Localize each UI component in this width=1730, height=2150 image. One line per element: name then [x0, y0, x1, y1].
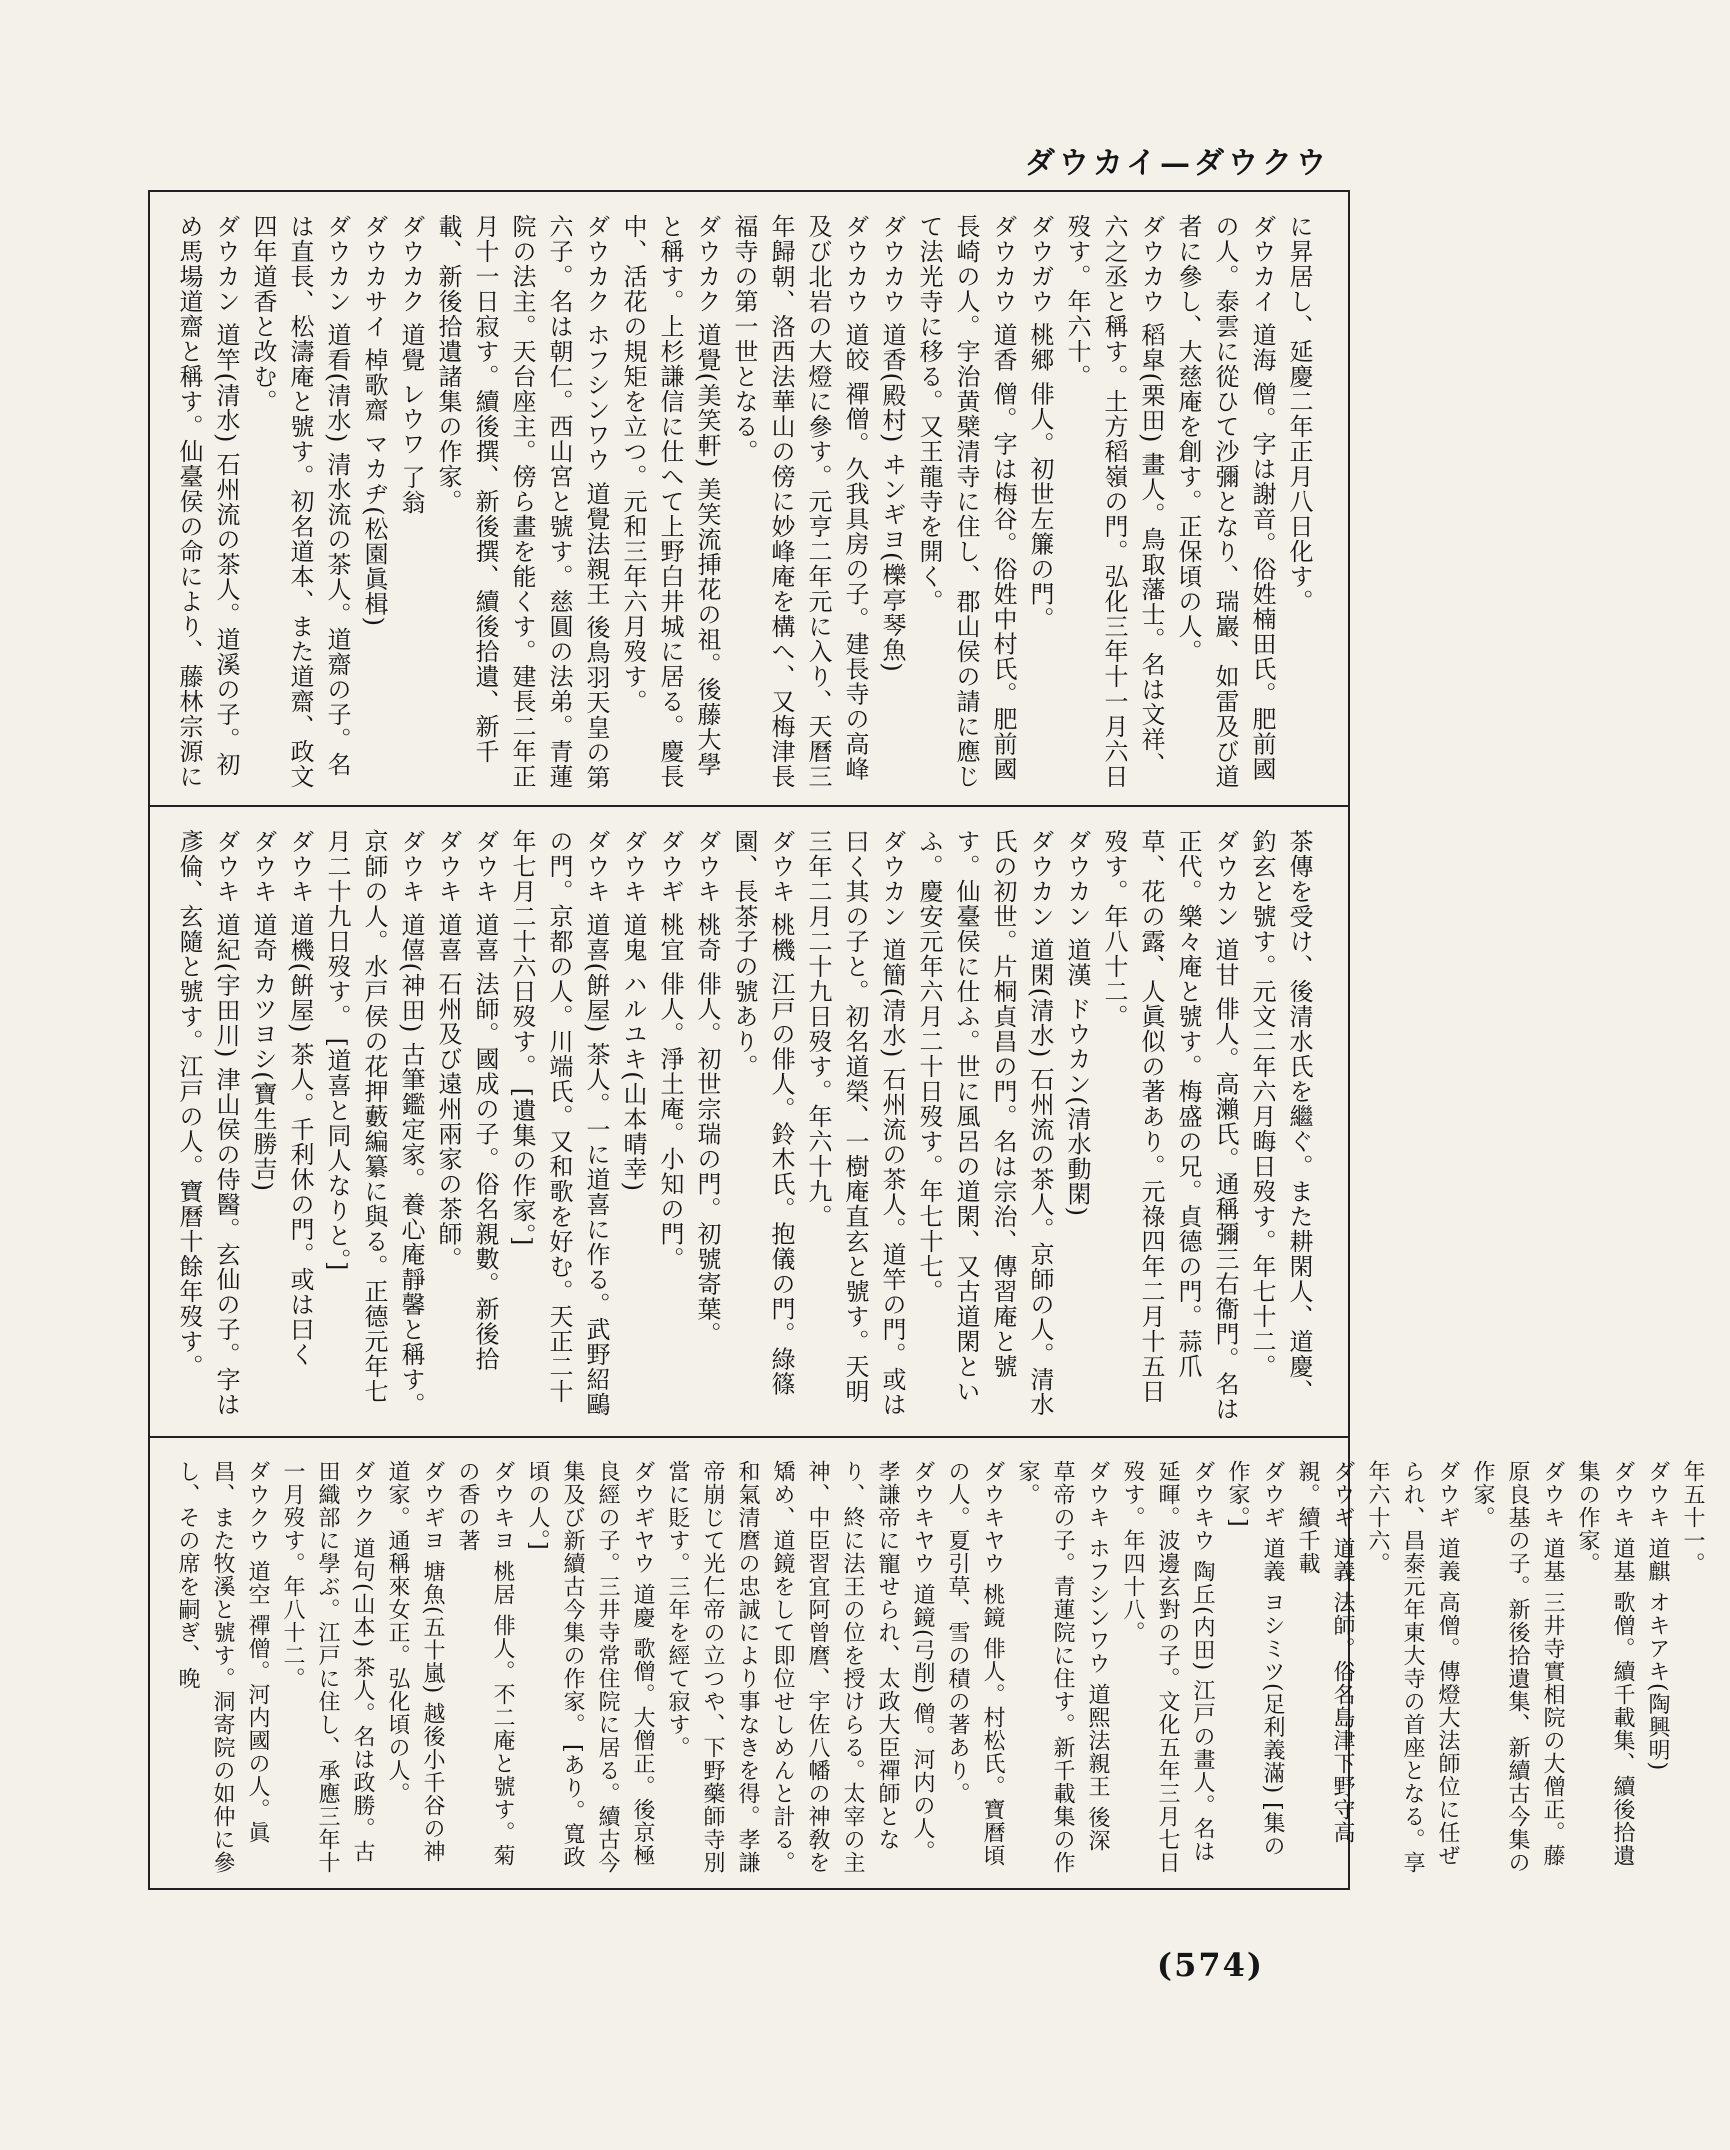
- entry-text-middle: 茶傳を受け、後清水氏を繼ぐ。また耕閑人、道慶、釣玄と號す。元文二年六月晦日歿す。年七十二。 ダウカン 道甘 俳人。高瀨氏。通稱彌三右衞門。名は正代。樂々庵と號す。梅盛の兄。貞德の門。蒜爪草、花の露、人眞似の著あり。元祿四年二月十五日歿す。年八十二。 ダウカン 道漢 ドウカン(清水動閑) ダウカン 道閑(清水) 石州流の茶人。京師の人。清水氏の初世。片桐貞昌の門。名は宗治、傳習庵と號す。仙臺侯に仕ふ。世に風呂の道閑、又古道閑といふ。慶安元年六月二十日歿す。年七十七。 ダウカン 道簡(清水) 石州流の茶人。道竿の門。或は曰く其の子と。初名道榮、一樹庵直玄と號す。天明三年二月二十九日歿す。年六十九。 ダウキ 桃機 江戸の俳人。鈴木氏。抱儀の門。綠篠園、長茶子の號あり。 ダウキ 桃奇 俳人。初世宗瑞の門。初號寄葉。 ダウギ 桃宜 俳人。淨土庵。小知の門。 ダウキ 道鬼 ハルユキ(山本晴幸) ダウキ 道喜(餠屋) 茶人。一に道喜に作る。武野紹鷗の門。京都の人。川端氏。又和歌を好む。天正二十年七月二十六日歿す。 [遺集の作家。] ダウキ 道喜 法師。國成の子。俗名親數。新後拾 ダウキ 道喜 石州及び遠州兩家の茶師。 ダウキ 道僖(神田) 古筆鑑定家。養心庵靜馨と稱す。京師の人。水戸侯の花押藪編纂に與る。正德元年七月二十九日歿す。 [道喜と同人なりと。] ダウキ 道機(餠屋) 茶人。千利休の門。或は曰く ダウキ 道奇 カツヨシ(寶生勝吉) ダウキ 道紀(宇田川) 津山侯の侍醫。玄仙の子。字は彥倫、玄隨と號す。江戸の人。寶曆十餘年歿す。: [175, 829, 1313, 1422]
- running-header: ダウカイ—ダウクウ: [1024, 146, 1330, 181]
- entry-section-top: [150, 192, 1348, 807]
- entry-section-bottom: [150, 1438, 1705, 1888]
- page-number: (574): [1156, 1946, 1264, 1984]
- entry-text-top: に昇居し、延慶二年正月八日化す。 ダウカイ 道海 僧。字は謝音。俗姓楠田氏。肥前國の人。泰雲に從ひて沙彌となり、瑞巖、如雷及び道者に參し、大慈庵を創す。正保頃の人。 ダウカウ 稻皐(栗田) 畫人。鳥取藩士。名は文祥、六之丞と稱す。土方稻嶺の門。弘化三年十一月六日歿す。年六十。 ダウガウ 桃郷 俳人。初世左簾の門。 ダウカウ 道香 僧。字は梅谷。俗姓中村氏。肥前國長崎の人。宇治黄檗清寺に住し、郡山侯の請に應じて法光寺に移る。又王龍寺を開く。 ダウカウ 道香(殿村) ヰンギヨ(櫟亭琴魚) ダウカウ 道皎 禪僧。久我具房の子。建長寺の高峰及び北岩の大燈に參す。元亨二年元に入り、天曆三年歸朝、洛西法華山の傍に妙峰庵を構へ、又梅津長福寺の第一世となる。 ダウカク 道覺(美笑軒) 美笑流挿花の祖。後藤大學と稱す。上杉謙信に仕へて上野白井城に居る。慶長中、活花の規矩を立つ。元和三年六月歿す。 ダウカク ホフシンワウ 道覺法親王 後鳥羽天皇の第六子。名は朝仁。西山宮と號す。慈圓の法弟。青蓮院の法主。天台座主。傍ら畫を能くす。建長二年正月十一日寂す。續後撰、新後撰、續後拾遺、新千載、新後拾遺諸集の作家。 ダウカク 道覺 レウワ 了翁 ダウカサイ 棹歌齋 マカヂ(松園眞楫) ダウカン 道看(清水) 清水流の茶人。道齋の子。名は直長、松濤庵と號す。初名道本、また道齋、政文四年道香と改む。 ダウカン 道竿(清水) 石州流の茶人。道溪の子。初め馬場道齋と稱す。仙臺侯の命により、藤林宗源に: [175, 214, 1313, 790]
- entry-text-bottom: 年五十一。 ダウキ 道麒 オキアキ(陶興明) ダウキ 道基 歌僧。續千載集、續後拾遺集の作家。 ダウキ 道基 三井寺實相院の大僧正。藤原良基の子。新後拾遺集、新續古今集の作家。 ダウギ 道義 高僧。傳燈大法師位に任ぜられ、昌泰元年東大寺の首座となる。享年六十六。 ダウギ 道義 法師。俗名島津下野守高親。續千載 ダウギ 道義 ヨシミツ(足利義滿) [集の作家。] ダウキウ 陶丘(内田) 江戸の畫人。名は延暉。波邊玄對の子。文化五年三月七日歿す。年四十八。 ダウキ ホフシンワウ 道熙法親王 後深草帝の子。青蓮院に住す。新千載集の作家。 ダウキヤウ 桃鏡 俳人。村松氏。寶曆頃の人。夏引草、雪の積の著あり。 ダウキヤウ 道鏡(弓削) 僧。河内の人。孝謙帝に寵せられ、太政大臣禪師となり、終に法王の位を授けらる。太宰の主神、中臣習宜阿曾麿、宇佐八幡の神敎を矯め、道鏡をして即位せしめんと計る。和氣清麿の忠誠により事なきを得。孝謙帝崩じて光仁帝の立つや、下野藥師寺別當に貶す。三年を經て寂す。 ダウギヤウ 道慶 歌僧。大僧正。後京極良經の子。三井寺常住院に居る。續古今集及び新續古今集の作家。 [あり。寬政頃の人。] ダウキヨ 桃居 俳人。不二庵と號す。菊の香の著 ダウギヨ 塘魚(五十嵐) 越後小千谷の神道家。通稱來女正。弘化頃の人。 ダウク 道句(山本) 茶人。名は政勝。古田織部に學ぶ。江戸に住し、承應三年十一月歿す。年八十二。 ダウクウ 道空 禪僧。河内國の人。眞昌、また牧溪と號す。洞寄院の如仲に參し、その席を嗣ぎ、晚: [175, 1460, 1705, 1874]
- entry-section-middle: [150, 807, 1348, 1438]
- dictionary-frame: [148, 190, 1705, 1890]
